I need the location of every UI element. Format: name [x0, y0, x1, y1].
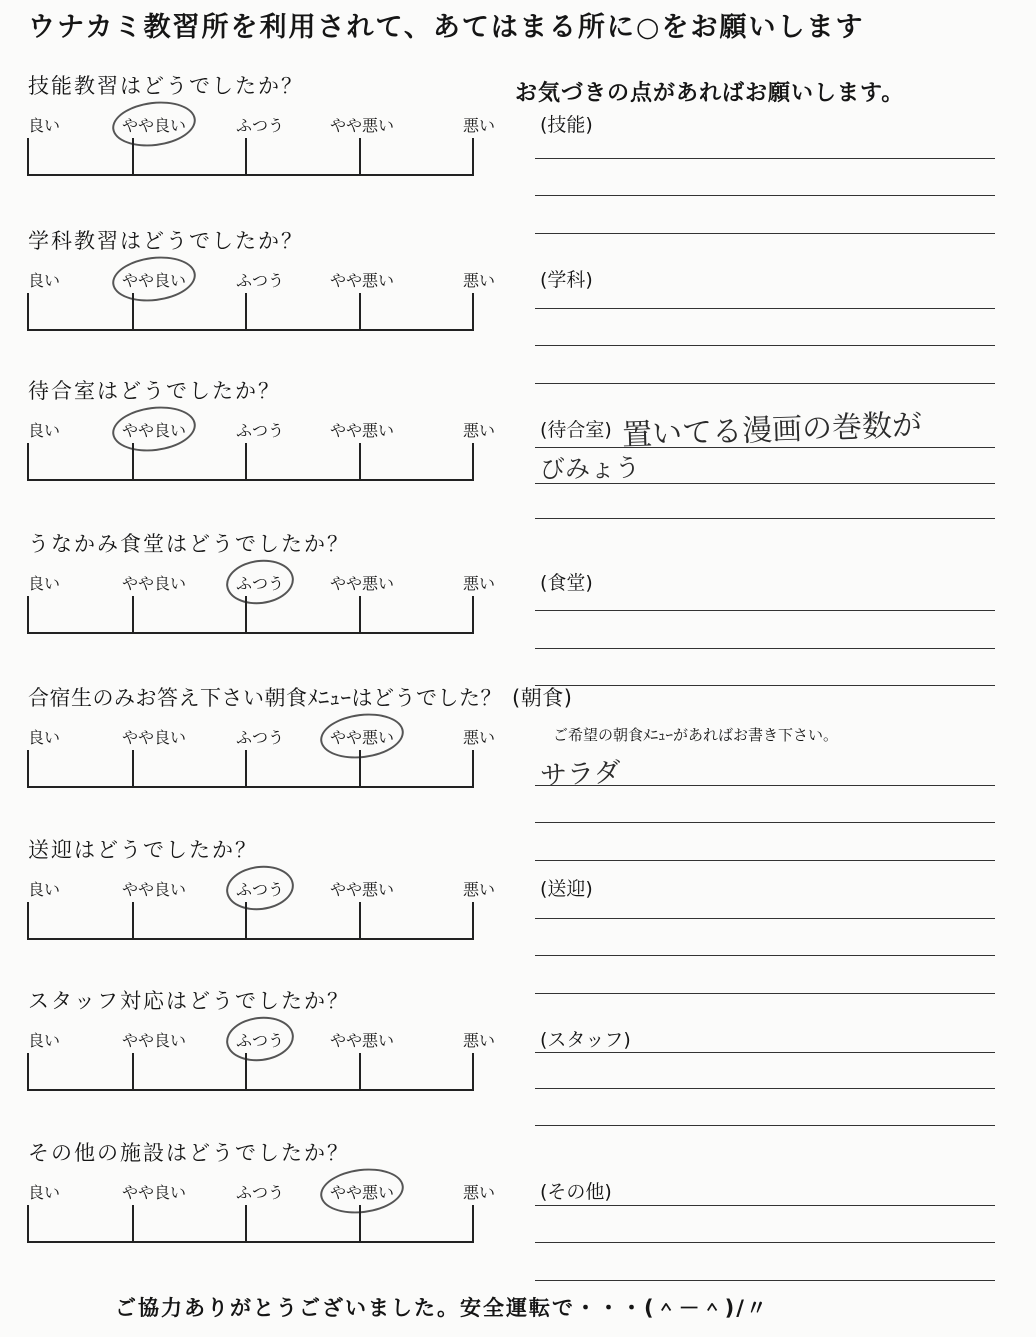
question-main: 合宿生のみお答え下さい朝食ﾒﾆｭｰはどうでした？	[28, 686, 502, 710]
rating-label-fairly-good: やや良い	[122, 880, 187, 899]
rating-scale	[27, 443, 474, 481]
comment-label: (スタッフ)	[540, 1029, 631, 1051]
comment-line	[535, 822, 995, 823]
comment-line	[535, 918, 995, 919]
rating-label-bad: 悪い	[463, 1183, 496, 1202]
comment-label: (朝食)	[512, 686, 573, 710]
scale-tick	[245, 596, 247, 632]
comment-label: (その他)	[540, 1181, 612, 1203]
scale-tick	[359, 750, 361, 786]
rating-label-bad: 悪い	[463, 271, 496, 290]
comment-label: (食堂)	[540, 572, 593, 594]
rating-label-good: 良い	[28, 728, 61, 747]
scale-tick	[132, 1205, 134, 1241]
scale-tick	[132, 293, 134, 329]
survey-section-shuttle	[0, 834, 1036, 984]
scale-tick	[359, 293, 361, 329]
rating-label-fairly-bad: やや悪い	[330, 574, 395, 593]
comment-line	[535, 955, 995, 956]
scale-tick	[245, 293, 247, 329]
comment-line	[535, 158, 995, 159]
scale-tick	[245, 902, 247, 938]
question-text: うなかみ食堂はどうでしたか？	[28, 532, 350, 556]
comment-line	[535, 610, 995, 611]
rating-scale	[27, 138, 474, 176]
rating-label-good: 良い	[28, 1183, 61, 1202]
rating-scale	[27, 750, 474, 788]
rating-label-good: 良い	[28, 421, 61, 440]
rating-label-bad: 悪い	[463, 1031, 496, 1050]
handwritten-comment: 置いてる漫画の巻数が	[621, 407, 923, 454]
rating-label-average: ふつう	[236, 728, 285, 747]
scale-tick	[245, 1053, 247, 1089]
rating-label-bad: 悪い	[463, 116, 496, 135]
scale-tick	[132, 138, 134, 174]
survey-section-classroom	[0, 225, 1036, 375]
survey-section-other-facilities	[0, 1137, 1036, 1287]
comment-line	[535, 1205, 995, 1206]
rating-label-fairly-bad: やや悪い	[330, 880, 395, 899]
survey-section-skill	[0, 70, 1036, 220]
rating-label-average-circled: ふつう	[236, 571, 284, 594]
comment-label: (学科)	[540, 269, 593, 291]
scale-tick	[132, 596, 134, 632]
comment-line	[535, 1088, 995, 1089]
survey-section-staff	[0, 985, 1036, 1135]
comment-line	[535, 648, 995, 649]
scale-tick	[359, 1053, 361, 1089]
scale-tick	[359, 138, 361, 174]
rating-label-good: 良い	[28, 880, 61, 899]
rating-label-average-circled: ふつう	[236, 877, 284, 900]
rating-label-fairly-bad: やや悪い	[330, 421, 395, 440]
rating-label-good: 良い	[28, 271, 61, 290]
scale-tick	[132, 443, 134, 479]
scale-tick	[359, 1205, 361, 1241]
rating-scale	[27, 902, 474, 940]
question-text: 待合室はどうでしたか？	[28, 379, 281, 403]
question-text: その他の施設はどうでしたか？	[28, 1141, 350, 1165]
question-text: 学科教習はどうでしたか？	[28, 229, 304, 253]
scale-tick	[245, 750, 247, 786]
question-text: スタッフ対応はどうでしたか？	[28, 989, 350, 1013]
rating-scale	[27, 1053, 474, 1091]
rating-label-fairly-good-circled: やや良い	[122, 418, 186, 441]
scale-tick	[132, 902, 134, 938]
form-title: ウナカミ教習所を利用されて、あてはまる所に○をお願いします	[28, 12, 865, 43]
comment-label: (技能)	[540, 114, 593, 136]
rating-scale	[27, 596, 474, 634]
comment-line	[535, 195, 995, 196]
rating-scale	[27, 1205, 474, 1243]
rating-label-average: ふつう	[236, 116, 285, 135]
rating-label-bad: 悪い	[463, 574, 496, 593]
rating-label-average: ふつう	[236, 1183, 285, 1202]
comment-label: (送迎)	[540, 878, 593, 900]
breakfast-request-prompt: ご希望の朝食ﾒﾆｭｰがあればお書き下さい。	[553, 726, 839, 744]
rating-scale	[27, 293, 474, 331]
rating-label-bad: 悪い	[463, 728, 496, 747]
scale-tick	[132, 750, 134, 786]
scale-tick	[359, 596, 361, 632]
rating-label-fairly-good: やや良い	[122, 1183, 187, 1202]
handwritten-comment: サラダ	[539, 756, 622, 793]
comment-line	[535, 1125, 995, 1126]
survey-section-cafeteria	[0, 528, 1036, 678]
comment-line	[535, 1280, 995, 1281]
comment-line	[535, 447, 995, 448]
rating-label-fairly-bad-circled: やや悪い	[330, 725, 394, 748]
rating-label-average: ふつう	[236, 271, 285, 290]
comment-line	[535, 308, 995, 309]
rating-label-bad: 悪い	[463, 880, 496, 899]
rating-label-good: 良い	[28, 1031, 61, 1050]
scale-tick	[245, 443, 247, 479]
rating-label-fairly-good: やや良い	[122, 574, 187, 593]
rating-label-fairly-good: やや良い	[122, 1031, 187, 1050]
rating-label-fairly-bad: やや悪い	[330, 271, 395, 290]
rating-label-fairly-bad: やや悪い	[330, 1031, 395, 1050]
comment-line	[535, 1052, 995, 1053]
comment-label: (待合室)	[540, 419, 612, 441]
comment-line	[535, 785, 995, 786]
rating-label-average: ふつう	[236, 421, 285, 440]
handwritten-comment: びみょう	[539, 453, 641, 484]
comment-line	[535, 345, 995, 346]
scale-tick	[245, 1205, 247, 1241]
comments-header: お気づきの点があればお願いします。	[515, 81, 905, 106]
scale-tick	[359, 443, 361, 479]
survey-section-breakfast	[0, 682, 1036, 832]
closing-message: ご協力ありがとうございました。安全運転で・・・(＾－＾)/〃	[115, 1296, 769, 1320]
scale-tick	[359, 902, 361, 938]
scale-tick	[132, 1053, 134, 1089]
question-text: 技能教習はどうでしたか？	[28, 74, 304, 98]
rating-label-fairly-good-circled: やや良い	[122, 113, 186, 136]
comment-line	[535, 483, 995, 484]
question-text	[28, 682, 572, 712]
rating-label-fairly-good: やや良い	[122, 728, 187, 747]
question-text: 送迎はどうでしたか？	[28, 838, 258, 862]
survey-section-waiting-room	[0, 375, 1036, 525]
rating-label-fairly-good-circled: やや良い	[122, 268, 186, 291]
scale-tick	[245, 138, 247, 174]
rating-label-bad: 悪い	[463, 421, 496, 440]
rating-label-fairly-bad-circled: やや悪い	[330, 1180, 394, 1203]
rating-label-fairly-bad: やや悪い	[330, 116, 395, 135]
comment-line	[535, 518, 995, 519]
rating-label-average-circled: ふつう	[236, 1028, 284, 1051]
rating-label-good: 良い	[28, 574, 61, 593]
comment-line	[535, 1242, 995, 1243]
rating-label-good: 良い	[28, 116, 61, 135]
